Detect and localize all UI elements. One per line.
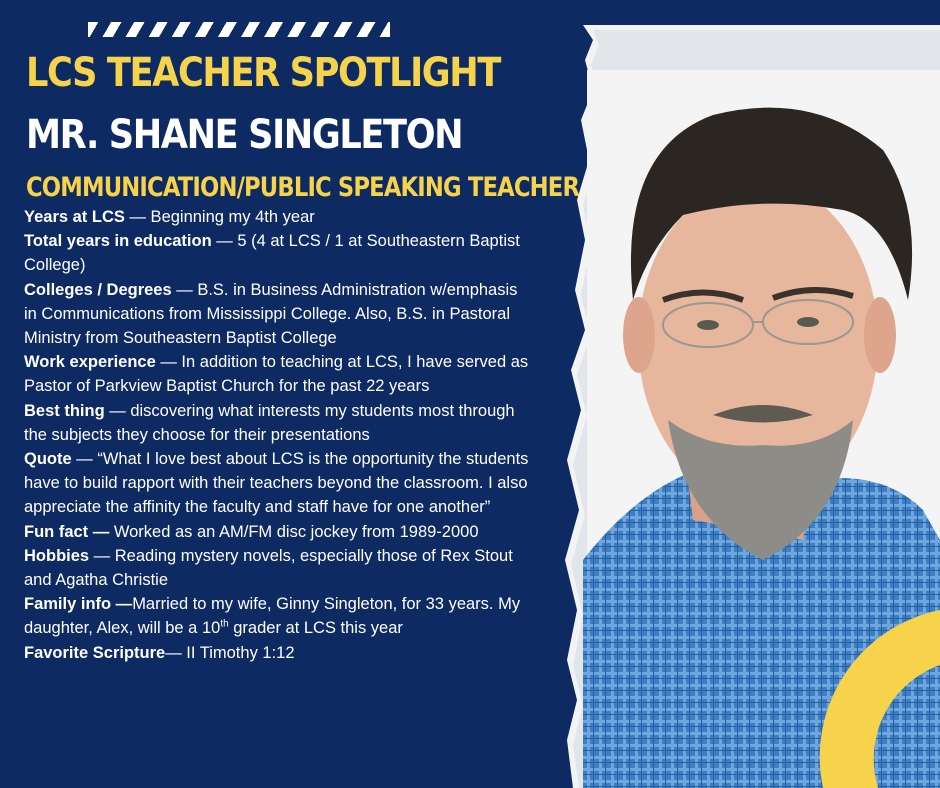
info-favorite-scripture	[24, 641, 529, 665]
info-text: — In addition to teaching at LCS, I have served as Pastor of Parkview Baptist Church for the past 22 years	[24, 353, 529, 396]
info-hobbies	[24, 544, 529, 592]
info-label: Colleges / Degrees	[24, 280, 172, 299]
info-text: — B.S. in Business Administration w/emphasis in Communications from Mississippi College. Also, B.S. in Pastoral Ministry from Southeastern Baptist College	[24, 280, 518, 348]
info-quote	[24, 447, 529, 520]
info-total-years	[24, 229, 529, 277]
info-label: Years at LCS	[24, 208, 125, 226]
teacher-photo-area	[563, 0, 940, 788]
info-best-thing	[24, 399, 529, 447]
info-work-experience	[24, 350, 529, 398]
info-label: Quote	[24, 450, 72, 469]
spotlight-title: LCS TEACHER SPOTLIGHT	[26, 50, 500, 96]
teacher-name: MR. SHANE SINGLETON	[26, 112, 463, 158]
info-label: Fun fact —	[24, 522, 110, 541]
info-text: — Reading mystery novels, especially those of Rex Stout and Agatha Christie	[24, 546, 513, 590]
info-text: — Beginning my 4th year	[124, 208, 315, 226]
info-text: Married to my wife, Ginny Singleton, for 33 years. My daughter, Alex, will be a 10	[24, 595, 521, 638]
info-text: — discovering what interests my students most through the subjects they choose for their presentations	[24, 401, 515, 444]
info-label: Favorite Scripture	[24, 643, 166, 662]
info-colleges-degrees	[24, 278, 529, 351]
info-text-continued: grader at LCS this year	[228, 619, 403, 638]
info-text: — “What I love best about LCS is the opportunity the students have to build rapport with their teachers beyond the classroom. I also appreciate the affinity the faculty and staff have for one another”	[24, 450, 529, 517]
info-label: Hobbies	[24, 546, 90, 565]
teacher-photo	[563, 0, 940, 788]
info-label: Work experience	[24, 353, 156, 372]
info-text: — 5 (4 at LCS / 1 at Southeastern Baptist College)	[24, 232, 520, 275]
teacher-role: COMMUNICATION/PUBLIC SPEAKING TEACHER	[26, 172, 580, 203]
info-family	[24, 592, 529, 640]
teacher-info	[24, 205, 529, 665]
info-fun-fact	[24, 520, 529, 544]
decorative-stripes	[88, 22, 390, 37]
info-label: Best thing	[24, 401, 105, 420]
info-superscript: th	[220, 618, 229, 630]
info-years-at-lcs	[24, 205, 529, 229]
info-text: — II Timothy 1:12	[165, 643, 295, 662]
info-label: Total years in education	[24, 232, 212, 251]
info-text: Worked as an AM/FM disc jockey from 1989-2000	[109, 522, 479, 541]
info-label: Family info —	[24, 595, 133, 614]
